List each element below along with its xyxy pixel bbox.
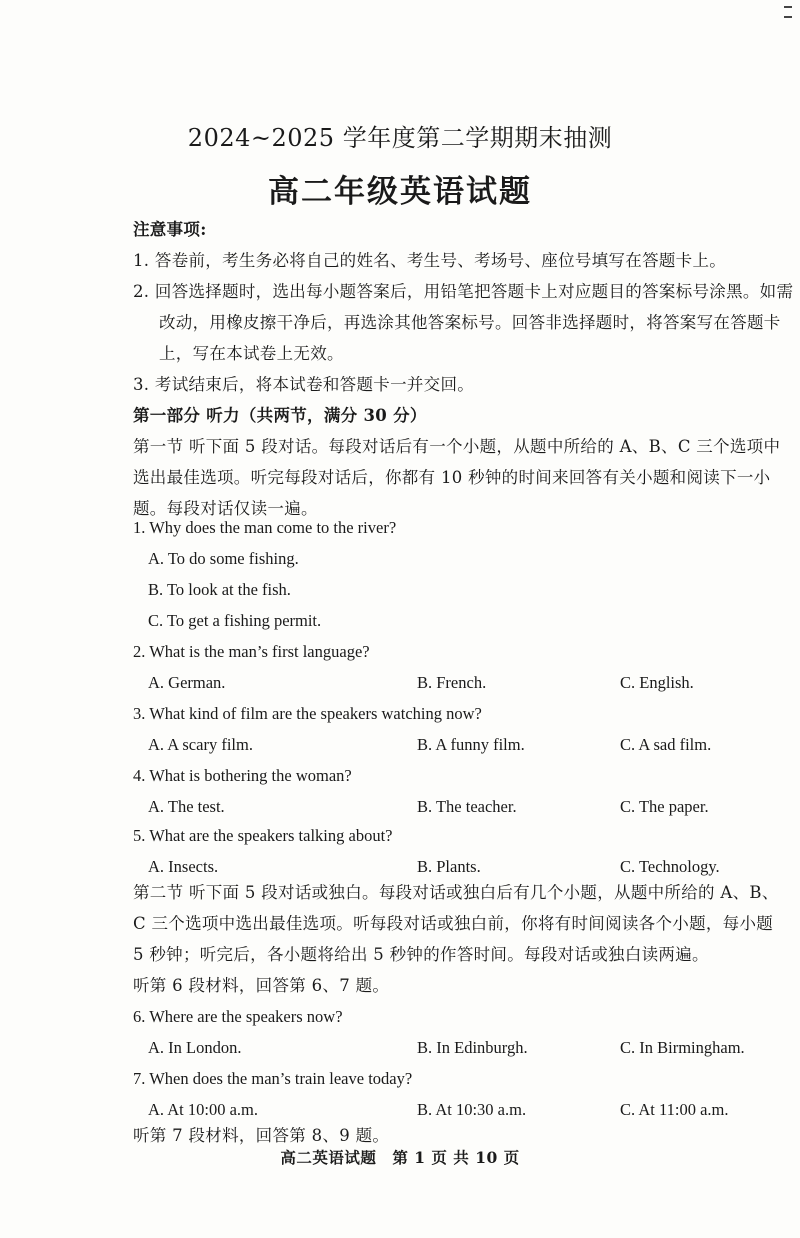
note-item-2: 2. 回答选择题时，选出每小题答案后，用铅笔把答题卡上对应题目的答案标号涂黑。如需改动，用橡皮擦干净后，再选涂其他答案标号。回答非选择题时，将答案写在答题卡上，写在本试卷上无效。 (133, 282, 794, 363)
question-7-option-a: A. At 10:00 a.m. (148, 1100, 258, 1119)
question-1: 1. Why does the man come to the river? (133, 518, 397, 537)
question-3: 3. What kind of film are the speakers watching now? (133, 704, 482, 723)
question-6-option-c: C. In Birmingham. (620, 1038, 745, 1057)
notes-section (133, 214, 783, 245)
question-7-option-b: B. At 10:30 a.m. (417, 1100, 527, 1119)
question-2-option-a: A. German. (148, 673, 226, 692)
question-7: 7. When does the man’s train leave today? (133, 1069, 413, 1088)
question-3-option-b: B. A funny film. (417, 735, 525, 754)
question-7-option-c: C. At 11:00 a.m. (620, 1100, 729, 1119)
question-6: 6. Where are the speakers now? (133, 1007, 343, 1026)
question-5: 5. What are the speakers talking about? (133, 826, 393, 845)
question-3-option-c: C. A sad film. (620, 735, 712, 754)
question-4-option-a: A. The test. (148, 797, 225, 816)
page-footer: 高二英语试题 第 1 页 共 10 页 (280, 1148, 520, 1167)
corner-mark (784, 6, 792, 18)
question-2-option-b: B. French. (417, 673, 487, 692)
exam-subtitle: 高二年级英语试题 (268, 174, 532, 210)
exam-title: 2024~2025 学年度第二学期期末抽测 (187, 124, 613, 152)
question-4-option-b: B. The teacher. (417, 797, 517, 816)
part1-heading: 第一部分 听力（共两节，满分 30 分） (133, 406, 427, 425)
material-6-note: 听第 6 段材料，回答第 6、7 题。 (133, 976, 390, 995)
question-5-option-a: A. Insects. (148, 857, 219, 876)
question-4-option-c: C. The paper. (620, 797, 709, 816)
question-1-option-c: C. To get a fishing permit. (148, 611, 322, 630)
question-2-option-c: C. English. (620, 673, 694, 692)
section1-instructions: 第一节 听下面 5 段对话。每段对话后有一个小题，从题中所给的 A、B、C 三个选项中选出最佳选项。听完每段对话后，你都有 10 秒钟的时间来回答有关小题和阅读下一小题。每段对话仅读一遍。 (133, 437, 781, 518)
question-6-option-b: B. In Edinburgh. (417, 1038, 528, 1057)
question-1-option-b: B. To look at the fish. (148, 580, 291, 599)
question-6-option-a: A. In London. (148, 1038, 242, 1057)
question-5-option-b: B. Plants. (417, 857, 481, 876)
material-7-note: 听第 7 段材料，回答第 8、9 题。 (133, 1126, 390, 1145)
note-item-1: 1. 答卷前，考生务必将自己的姓名、考生号、考场号、座位号填写在答题卡上。 (133, 251, 727, 270)
notes-heading: 注意事项: (133, 220, 207, 239)
section2-instructions: 第二节 听下面 5 段对话或独白。每段对话或独白后有几个小题，从题中所给的 A、B、C 三个选项中选出最佳选项。听每段对话或独白前，你将有时间阅读各个小题，每小题 5 秒钟；听完后，各小题将给出 5 秒钟的作答时间。每段对话或独白读两遍。 (133, 883, 779, 964)
question-5-option-c: C. Technology. (620, 857, 720, 876)
question-4: 4. What is bothering the woman? (133, 766, 352, 785)
question-3-option-a: A. A scary film. (148, 735, 253, 754)
question-2: 2. What is the man’s first language? (133, 642, 370, 661)
question-1-option-a: A. To do some fishing. (148, 549, 299, 568)
note-item-3: 3. 考试结束后，将本试卷和答题卡一并交回。 (133, 375, 475, 394)
